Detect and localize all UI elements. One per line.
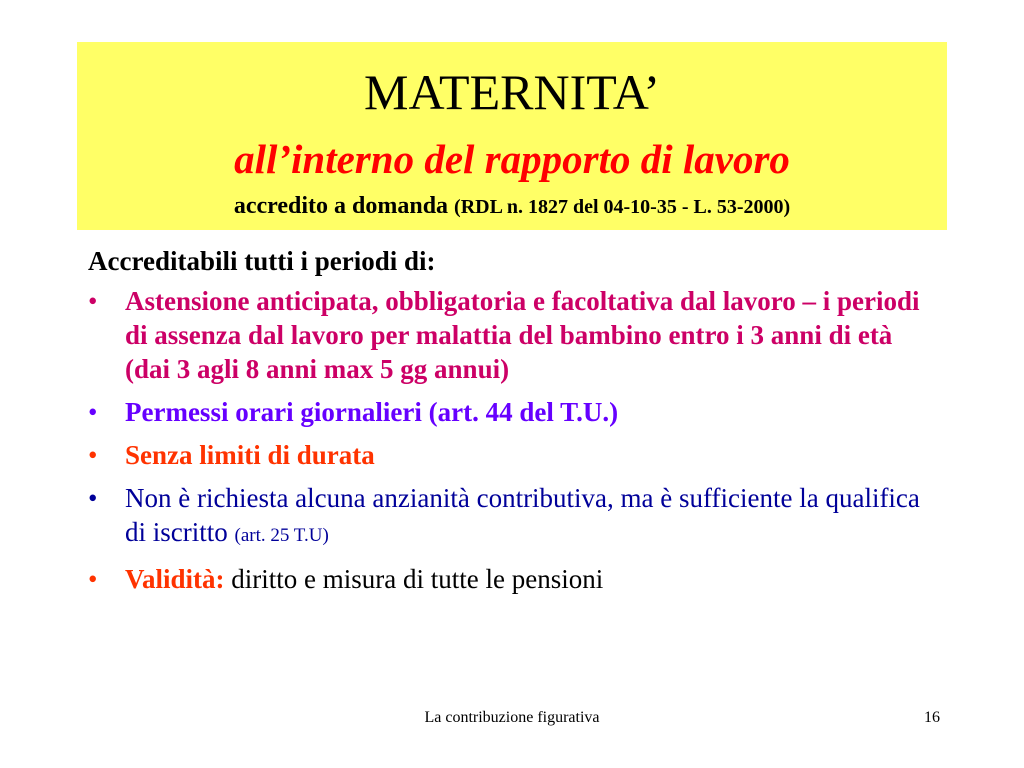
title-line3	[77, 190, 947, 223]
bullet-dot-icon: •	[88, 483, 98, 513]
title-line3-text: accredito a domanda	[233, 193, 449, 219]
title-line3-ref: (RDL n. 1827 del 04-10-35 - L. 53-2000)	[454, 196, 791, 218]
bullet-text: diritto e misura di tutte le pensioni	[231, 564, 604, 594]
bullet-dot-icon: •	[88, 564, 98, 594]
bullet-text: Permessi orari giornalieri (art. 44 del T.U.)	[125, 397, 619, 427]
footer-title: La contribuzione figurativa	[424, 709, 600, 726]
bullet-item-astensione	[88, 284, 938, 386]
bullet-label: Validità:	[125, 564, 225, 594]
bullet-text: Non è richiesta alcuna anzianità contributiva, ma è sufficiente la qualifica di iscritto	[125, 483, 920, 547]
slide-title: MATERNITA’	[364, 64, 660, 120]
bullet-item-permessi	[88, 395, 938, 429]
content-area	[88, 244, 938, 605]
bullet-list	[88, 284, 938, 596]
bullet-dot-icon: •	[88, 397, 98, 427]
bullet-text: Astensione anticipata, obbligatoria e facoltativa dal lavoro – i periodi di assenza dal lavoro per malattia del bambino entro i 3 anni di età (dai 3 agli 8 anni max 5 gg annui)	[125, 286, 920, 384]
bullet-dot-icon: •	[88, 286, 98, 316]
page-number: 16	[924, 709, 940, 726]
bullet-text: Senza limiti di durata	[125, 440, 375, 470]
bullet-item-senza-limiti	[88, 438, 938, 472]
bullet-item-validita	[88, 562, 938, 596]
bullet-dot-icon: •	[88, 440, 98, 470]
bullet-ref: (art. 25 T.U)	[234, 525, 329, 546]
slide-subtitle: all’interno del rapporto di lavoro	[234, 136, 790, 182]
intro-text: Accreditabili tutti i periodi di:	[88, 246, 436, 276]
title-box	[77, 42, 947, 230]
bullet-item-anzianita	[88, 481, 938, 553]
